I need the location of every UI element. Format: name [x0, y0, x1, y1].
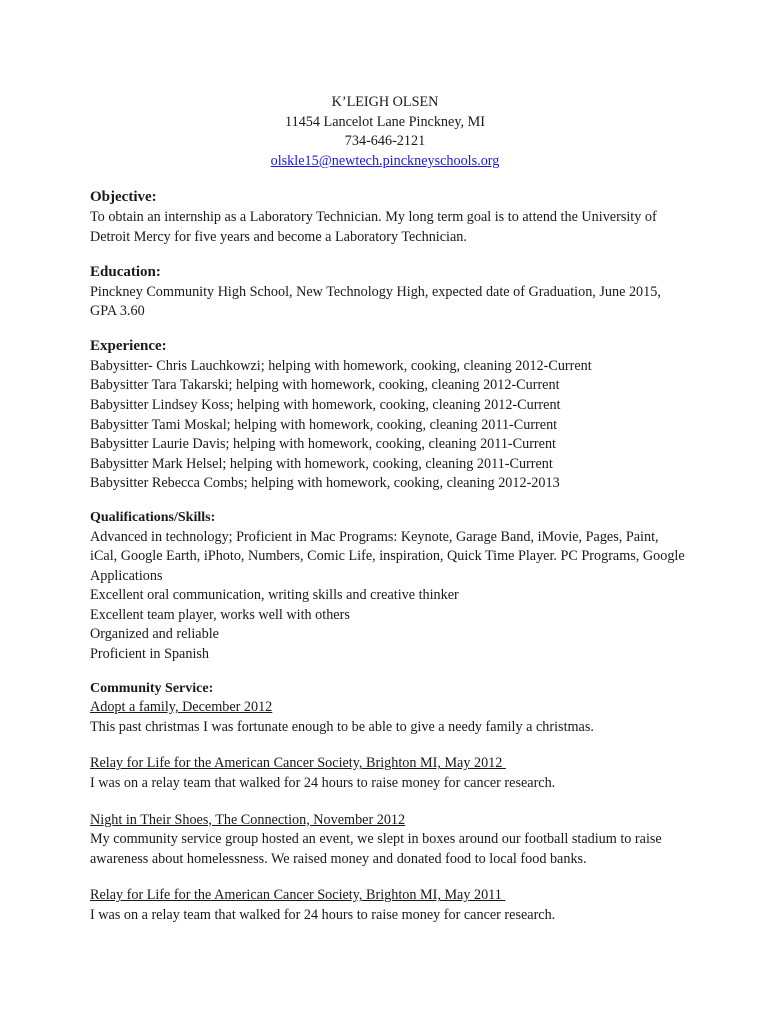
objective-section — [90, 187, 690, 247]
service-event-title: Adopt a family, December 2012 — [90, 699, 273, 716]
experience-item: Babysitter Rebecca Combs; helping with homework, cooking, cleaning 2012-2013 — [90, 475, 560, 492]
qualification-item: Proficient in Spanish — [90, 646, 210, 663]
experience-item: Babysitter- Chris Lauchkowzi; helping with homework, cooking, cleaning 2012-Current — [90, 357, 592, 374]
service-event-title: Relay for Life for the American Cancer Society, Brighton MI, May 2011 — [90, 887, 506, 904]
service-event — [90, 754, 690, 793]
applicant-address: 11454 Lancelot Lane Pinckney, MI — [285, 113, 485, 130]
education-heading: Education: — [90, 263, 161, 280]
service-event-description: This past christmas I was fortunate enough to be able to give a needy family a christmas. — [90, 718, 594, 735]
qualifications-heading: Qualifications/Skills: — [90, 509, 216, 525]
applicant-phone: 734-646-2121 — [344, 133, 426, 150]
community-service-section — [90, 679, 690, 926]
applicant-email-link[interactable]: olskle15@newtech.pinckneyschools.org — [270, 152, 500, 169]
service-event-description: I was on a relay team that walked for 24 hours to raise money for cancer research. — [90, 907, 556, 923]
education-text: Pinckney Community High School, New Technology High, expected date of Graduation, June 2015, GPA 3.60 — [90, 283, 661, 320]
service-event-description: My community service group hosted an event, we slept in boxes around our football stadium to raise awareness about homelessness. We raised money and donated food to local food banks. — [90, 831, 662, 867]
resume-page — [90, 93, 690, 926]
experience-section — [90, 336, 690, 494]
qualifications-technology: Advanced in technology; Proficient in Mac Programs: Keynote, Garage Band, iMovie, Pages, Paint, iCal, Google Earth, iPhoto, Numbers, Comic Life, inspiration, Quick Time Player. PC Programs, Google Applications — [90, 528, 685, 584]
qualification-item: Organized and reliable — [90, 626, 219, 643]
qualification-item: Excellent team player, works well with others — [90, 606, 350, 623]
experience-heading: Experience: — [90, 337, 167, 354]
service-event — [90, 886, 690, 925]
service-event-title: Night in Their Shoes, The Connection, November 2012 — [90, 811, 406, 828]
experience-item: Babysitter Lindsey Koss; helping with homework, cooking, cleaning 2012-Current — [90, 396, 561, 413]
experience-item: Babysitter Mark Helsel; helping with homework, cooking, cleaning 2011-Current — [90, 455, 553, 472]
experience-item: Babysitter Tami Moskal; helping with homework, cooking, cleaning 2011-Current — [90, 416, 558, 433]
service-event — [90, 698, 690, 737]
objective-text: To obtain an internship as a Laboratory Technician. My long term goal is to attend the University of Detroit Mercy for five years and become a Laboratory Technician. — [90, 209, 657, 245]
education-section — [90, 262, 690, 322]
service-event-title: Relay for Life for the American Cancer Society, Brighton MI, May 2012 — [90, 755, 506, 772]
applicant-name: K’LEIGH OLSEN — [331, 94, 439, 110]
experience-item: Babysitter Laurie Davis; helping with homework, cooking, cleaning 2011-Current — [90, 436, 556, 453]
objective-heading: Objective: — [90, 189, 157, 206]
service-event-description: I was on a relay team that walked for 24 hours to raise money for cancer research. — [90, 775, 556, 792]
qualification-item: Excellent oral communication, writing skills and creative thinker — [90, 587, 459, 604]
community-service-heading: Community Service: — [90, 680, 214, 696]
resume-header — [90, 93, 680, 171]
experience-item: Babysitter Tara Takarski; helping with homework, cooking, cleaning 2012-Current — [90, 377, 560, 394]
service-event — [90, 811, 690, 870]
qualifications-section — [90, 508, 690, 665]
